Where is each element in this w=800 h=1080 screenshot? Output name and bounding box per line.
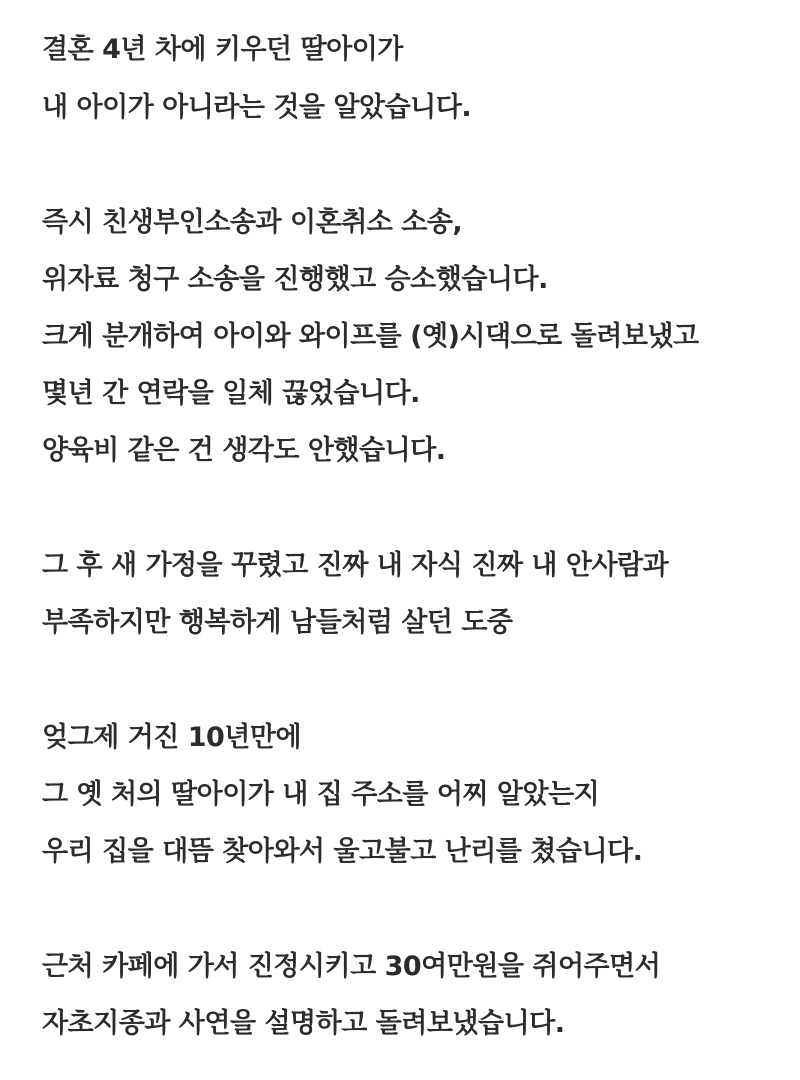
text-line: 그 후 새 가정을 꾸렸고 진짜 내 자식 진짜 내 안사람과: [42, 550, 669, 581]
text-line: 위자료 청구 소송을 진행했고 승소했습니다.: [42, 264, 548, 295]
text-line: 근처 카페에 가서 진정시키고 30여만원을 쥐어주면서: [42, 951, 661, 982]
text-line: 즉시 친생부인소송과 이혼취소 소송,: [42, 207, 463, 238]
text-line: 몇년 간 연락을 일체 끊었습니다.: [42, 378, 420, 409]
text-line: 그 옛 처의 딸아이가 내 집 주소를 어찌 알았는지: [42, 779, 600, 810]
text-line: 우리 집을 대뜸 찾아와서 울고불고 난리를 쳤습니다.: [42, 836, 643, 867]
text-line: 부족하지만 행복하게 남들처럼 살던 도중: [42, 607, 513, 638]
text-line: 양육비 같은 건 생각도 안했습니다.: [42, 435, 446, 466]
text-line: 자초지종과 사연을 설명하고 돌려보냈습니다.: [42, 1008, 565, 1039]
text-line: 엊그제 거진 10년만에: [42, 722, 302, 753]
text-line: 내 아이가 아니라는 것을 알았습니다.: [42, 92, 472, 123]
text-line: 결혼 4년 차에 키우던 딸아이가: [42, 34, 403, 65]
text-line: 크게 분개하여 아이와 와이프를 (옛)시댁으로 돌려보냈고: [42, 321, 699, 352]
